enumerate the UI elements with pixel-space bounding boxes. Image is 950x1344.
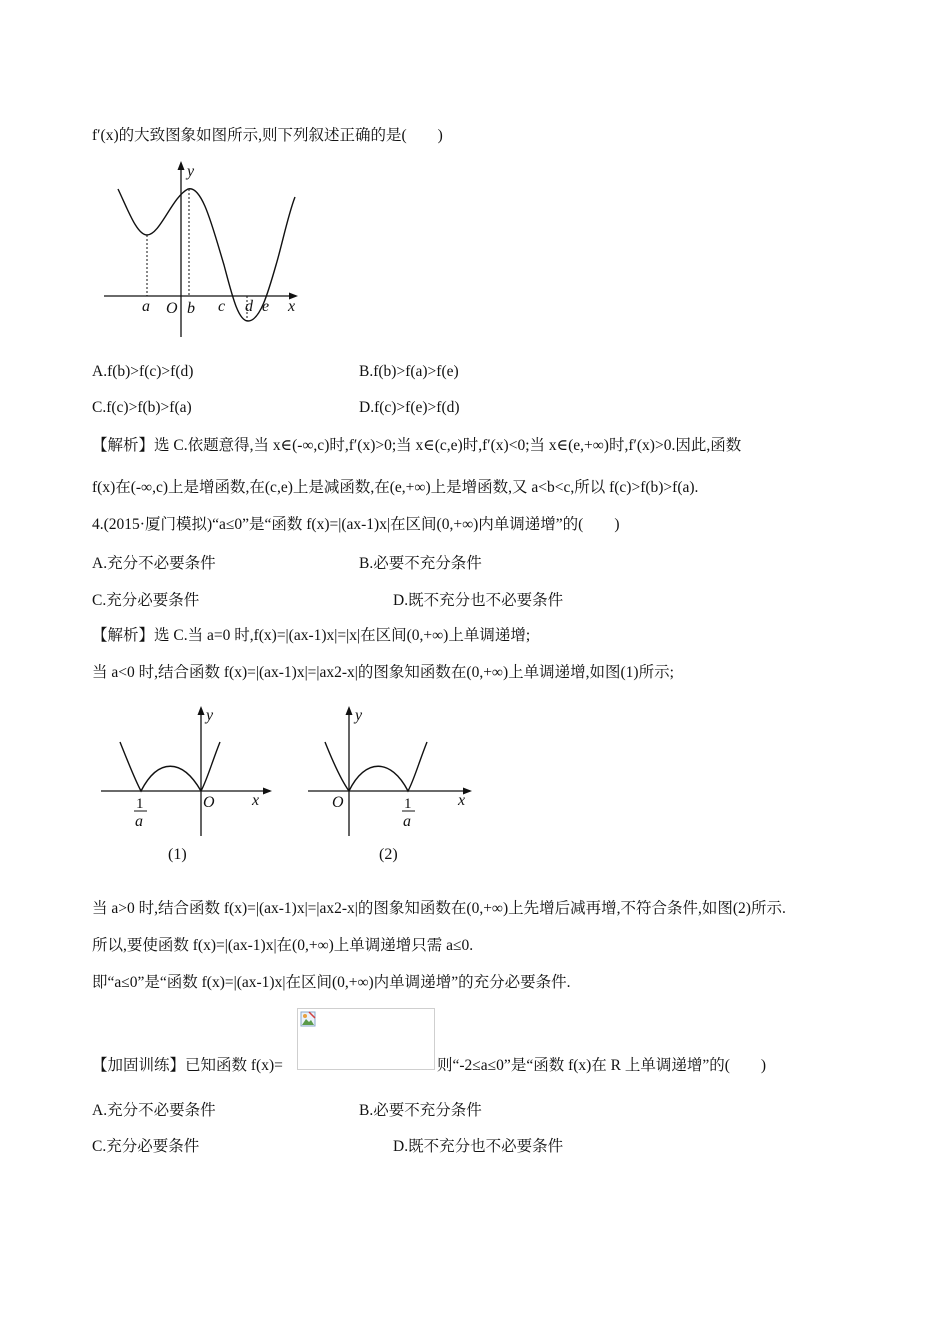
figure-1-graph (98, 700, 280, 840)
figure-2-caption: (2) (379, 846, 398, 863)
figure-1-caption: (1) (168, 846, 187, 863)
q3-stem: f′(x)的大致图象如图所示,则下列叙述正确的是( ) (92, 127, 443, 144)
q3-option-c: C.f(c)>f(b)>f(a) (92, 399, 192, 416)
q4-analysis-line-2: 当 a<0 时,结合函数 f(x)=|(ax-1)x|=|ax2-x|的图象知函数在(0,+∞)上单调递增,如图(1)所示; (92, 664, 674, 681)
q3-analysis-line-2: f(x)在(-∞,c)上是增函数,在(c,e)上是减函数,在(e,+∞)上是增函数,又 a<b<c,所以 f(c)>f(b)>f(a). (92, 479, 699, 496)
broken-image-icon (300, 1011, 316, 1027)
practice-option-c: C.充分必要条件 (92, 1138, 200, 1155)
fig2-origin-label: O (332, 794, 344, 811)
formula-image-placeholder (297, 1008, 435, 1070)
figure-2-graph (305, 700, 480, 840)
q4-analysis-line-3: 当 a>0 时,结合函数 f(x)=|(ax-1)x|=|ax2-x|的图象知函数在(0,+∞)上先增后减再增,不符合条件,如图(2)所示. (92, 900, 786, 917)
q3-option-b: B.f(b)>f(a)>f(e) (359, 363, 459, 380)
q3-option-a: A.f(b)>f(c)>f(d) (92, 363, 194, 380)
y-axis-label: y (187, 163, 195, 180)
q3-option-d: D.f(c)>f(e)>f(d) (359, 399, 460, 416)
fig2-x-label: x (458, 792, 466, 809)
practice-stem-after: 则“-2≤a≤0”是“函数 f(x)在 R 上单调递增”的( ) (437, 1057, 767, 1074)
q3-analysis-line-1: 【解析】选 C.依题意得,当 x∈(-∞,c)时,f′(x)>0;当 x∈(c,e)时,f′(x)<0;当 x∈(e,+∞)时,f′(x)>0.因此,函数 (92, 437, 742, 454)
q4-option-b: B.必要不充分条件 (359, 555, 482, 572)
q4-stem: 4.(2015·厦门模拟)“a≤0”是“函数 f(x)=|(ax-1)x|在区间(0,+∞)内单调递增”的( ) (92, 516, 620, 533)
label-origin: O (166, 300, 178, 317)
q4-option-a: A.充分不必要条件 (92, 555, 216, 572)
q4-option-d: D.既不充分也不必要条件 (393, 592, 564, 609)
practice-option-d: D.既不充分也不必要条件 (393, 1138, 564, 1155)
practice-option-b: B.必要不充分条件 (359, 1102, 482, 1119)
q4-option-c: C.充分必要条件 (92, 592, 200, 609)
q4-analysis-line-5: 即“a≤0”是“函数 f(x)=|(ax-1)x|在区间(0,+∞)内单调递增”的充分必要条件. (92, 974, 571, 991)
label-e: e (262, 298, 270, 315)
practice-stem-before: 【加固训练】已知函数 f(x)= (92, 1057, 283, 1074)
x-axis-label: x (288, 298, 296, 315)
q4-analysis-line-1: 【解析】选 C.当 a=0 时,f(x)=|(ax-1)x|=|x|在区间(0,+∞)上单调递增; (92, 627, 531, 644)
fig2-fraction-denominator: a (403, 813, 411, 830)
fig2-y-label: y (355, 707, 363, 724)
label-b: b (187, 300, 195, 317)
fig1-origin-label: O (203, 794, 215, 811)
label-d: d (245, 298, 253, 315)
fig1-x-label: x (252, 792, 260, 809)
fig1-y-label: y (206, 707, 214, 724)
label-c: c (218, 298, 226, 315)
fig1-fraction-denominator: a (135, 813, 143, 830)
fig1-fraction-numerator: 1 (136, 796, 144, 812)
label-a: a (142, 298, 150, 315)
q4-analysis-line-4: 所以,要使函数 f(x)=|(ax-1)x|在(0,+∞)上单调递增只需 a≤0. (92, 937, 474, 954)
derivative-graph (100, 155, 310, 340)
fig2-fraction-numerator: 1 (404, 796, 412, 812)
practice-option-a: A.充分不必要条件 (92, 1102, 216, 1119)
